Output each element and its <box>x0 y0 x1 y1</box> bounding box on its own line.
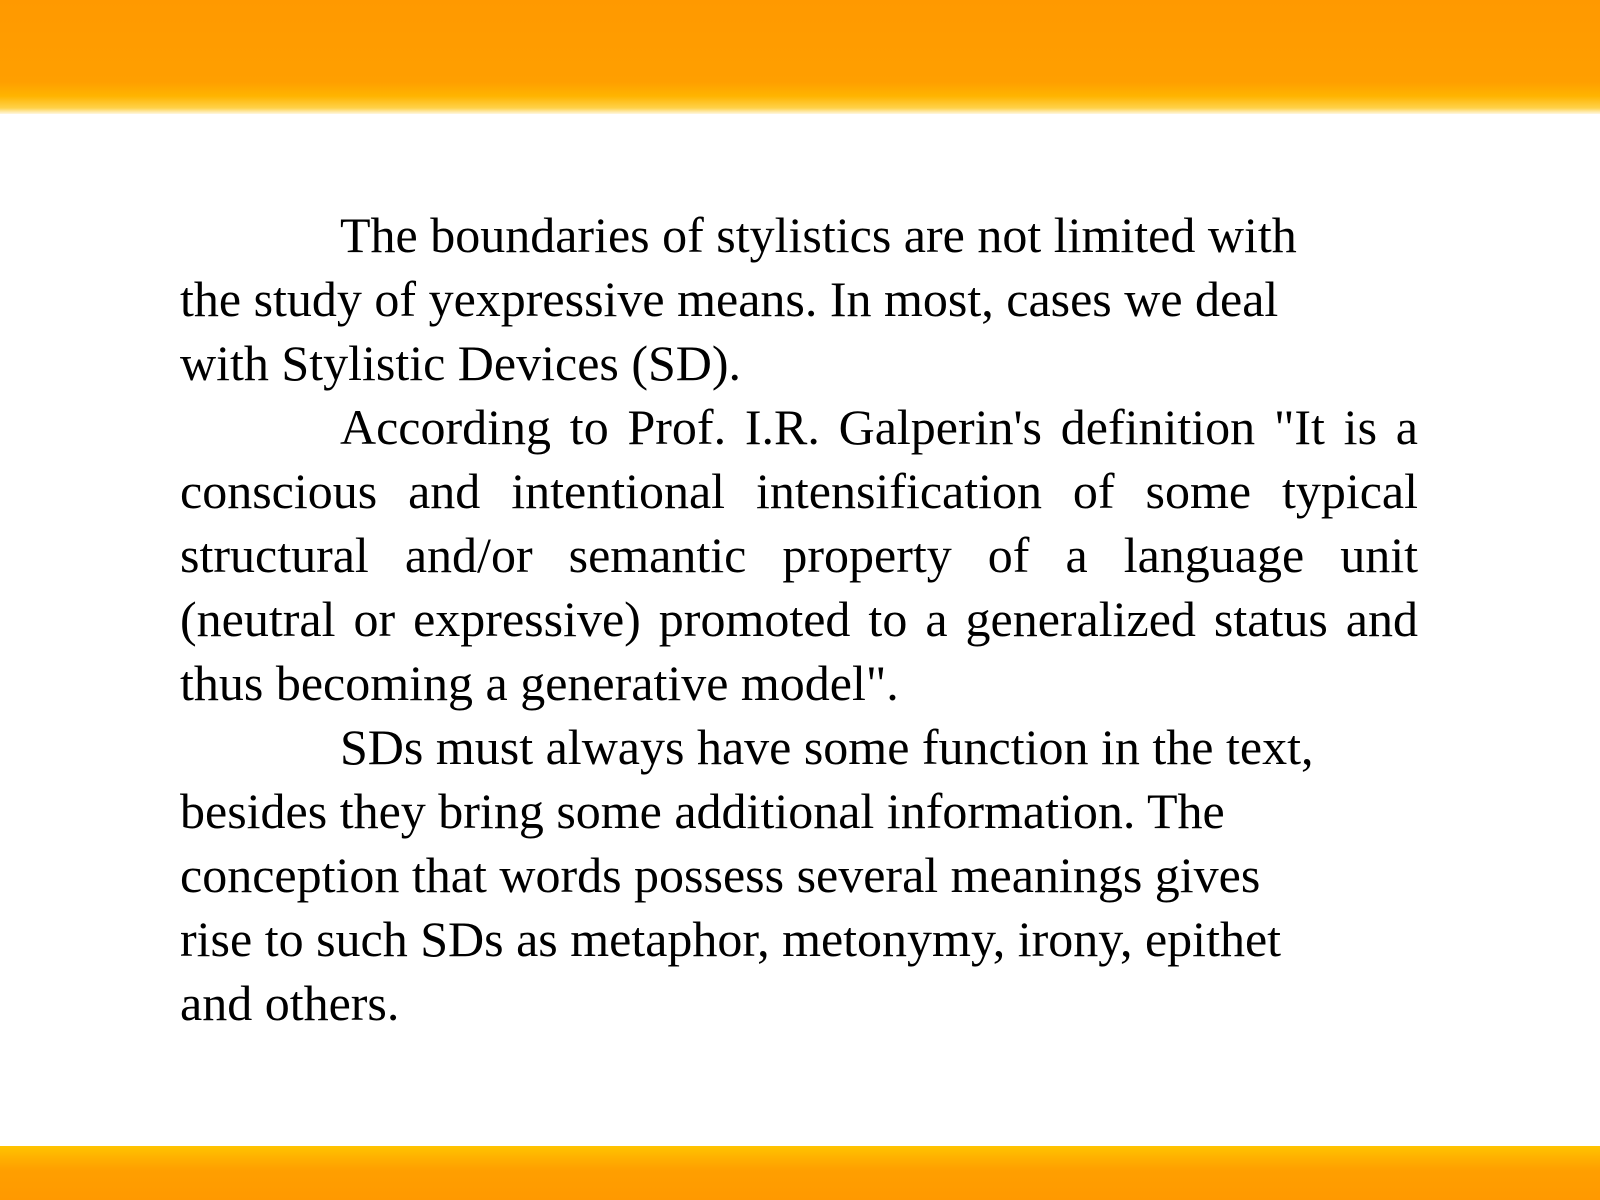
paragraph-galperin-definition: According to Prof. I.R. Galperin's definition "It is a conscious and intentional intensification of some typical structural and/or semantic property of a language unit (neutral or expressive) promoted to a generalized status and thus becoming a generative model". <box>180 399 1418 711</box>
text-line: rise to such SDs as metaphor, metonymy, irony, epithet <box>180 911 1282 967</box>
text-line: and others. <box>180 975 400 1031</box>
top-orange-band <box>0 0 1600 114</box>
paragraph-boundaries <box>180 203 1418 395</box>
text-line: besides they bring some additional information. The <box>180 783 1225 839</box>
text-line: SDs must always have some function in the text, <box>340 719 1314 775</box>
text-line: with Stylistic Devices (SD). <box>180 335 742 391</box>
bottom-orange-band <box>0 1146 1600 1200</box>
paragraph-sd-function <box>180 715 1418 1035</box>
slide-body <box>180 203 1418 1035</box>
text-line: the study of yexpressive means. In most, cases we deal <box>180 271 1279 327</box>
text-line: The boundaries of stylistics are not limited with <box>340 207 1297 263</box>
text-line: conception that words possess several meanings gives <box>180 847 1261 903</box>
